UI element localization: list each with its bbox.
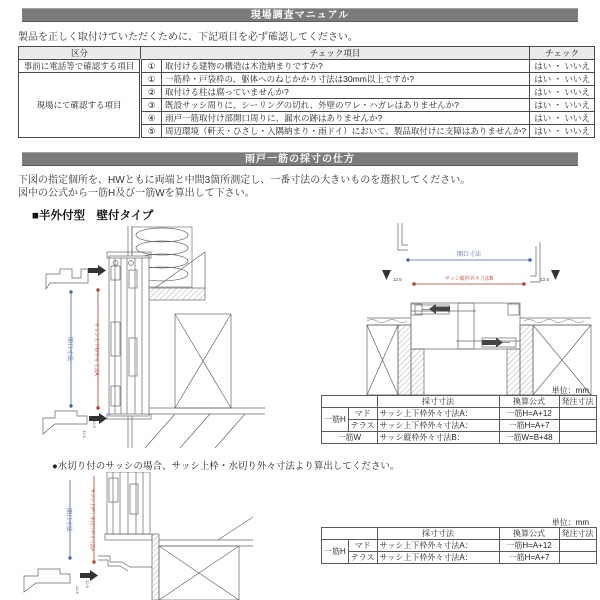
measure-order-cell [559, 432, 596, 444]
measure-header-measure: 採寸寸法 [377, 528, 499, 540]
dim-label-sash-b: サッシ縦枠外々寸法B [444, 276, 494, 282]
check-item: 既設サッシ周りに、シーリングの切れ、外壁のワレ・ハガレはありませんか? [162, 99, 530, 112]
check-answer: はい ・ いいえ [530, 99, 595, 112]
dim-label-offset: 12.5 [75, 586, 80, 594]
dim-label-sash-m: サッシ上枠・水切り外々寸法A [90, 488, 95, 552]
check-answer: はい ・ いいえ [530, 60, 595, 73]
measure-formula: 一筋H=A+12 [499, 540, 559, 552]
arrow-right-icon [89, 413, 107, 424]
checklist-header-item: チェック項目 [141, 47, 530, 60]
table-row [322, 528, 597, 540]
unit-label: 単位：mm [551, 518, 589, 527]
table-row [322, 396, 597, 408]
vertical-section-diagram [35, 226, 265, 448]
dim-label-opening: 開口寸法 [456, 252, 482, 258]
dim-label-opening: 開口寸法 [66, 336, 72, 362]
check-item: 雨戸一筋取付け部開口周りに、漏水の跡はありませんか? [162, 112, 530, 125]
dim-label-offset: 12.5 [393, 277, 402, 282]
measure-sub: マド [348, 540, 377, 552]
diagram-subtitle: ■半外付型 壁付タイプ [32, 210, 154, 222]
measure-group: 一筋W [322, 432, 378, 444]
drip-cap-note: ●水切り付のサッシの場合、サッシ上枠・水切り外々寸法より算出してください。 [52, 461, 400, 472]
table-row [322, 408, 597, 420]
measure-header-measure: 採寸寸法 [377, 396, 499, 408]
checklist-group1-label: 事前に電話等で確認する項目 [19, 60, 141, 73]
measure-order-cell [559, 552, 596, 564]
unit-label: 単位：mm [551, 386, 589, 395]
measure-formula: 一筋H=A+7 [499, 552, 559, 564]
measure-header-blank [322, 396, 378, 408]
measure-header-formula: 換算公式 [499, 396, 559, 408]
checklist-header-category: 区分 [19, 47, 141, 60]
row-number: ④ [141, 112, 162, 125]
table-row [322, 420, 597, 432]
section2-intro-line2: 図中の公式から一筋H及び一筋Wを算出して下さい。 [18, 188, 255, 199]
measure-order-cell [559, 408, 596, 420]
section1-intro: 製品を正しく取付けていただくために、下記項目を必ず確認してください。 [18, 32, 358, 43]
section2-title: 雨戸一筋の採寸の仕方 [245, 154, 355, 165]
check-answer: はい ・ いいえ [530, 125, 595, 138]
checklist-header-row [19, 47, 595, 60]
table-row [322, 540, 597, 552]
measure-value: サッシ縦枠外々寸法B： [377, 432, 499, 444]
check-item: 周辺環境（軒天・ひさし・入隅納まり・雨ドイ）において、製品取付けに支障はありませんか? [162, 125, 530, 138]
measure-order-cell [559, 420, 596, 432]
checklist-group2-label: 現場にて確認する項目 [19, 73, 141, 138]
dim-label-opening: 開口寸法 [65, 507, 71, 533]
measure-table-top [321, 395, 597, 444]
horizontal-section-diagram [358, 220, 600, 402]
arrow-right-icon [88, 265, 106, 276]
row-number: ② [141, 86, 162, 99]
measure-sub: マド [348, 408, 377, 420]
checklist-table [18, 46, 595, 138]
measure-formula: 一筋H=A+7 [499, 420, 559, 432]
section1-title-bar [22, 8, 578, 22]
table-row [322, 552, 597, 564]
row-number: ⑤ [141, 125, 162, 138]
measure-group: 一筋H [322, 540, 349, 564]
dim-label-offset: 12.5 [85, 580, 90, 588]
measure-header-order: 発注寸法 [559, 396, 596, 408]
measure-header-blank [322, 528, 378, 540]
table-row [322, 432, 597, 444]
measure-value: サッシ上下枠外々寸法A： [377, 420, 499, 432]
check-answer: はい ・ いいえ [530, 73, 595, 86]
dim-label-sash-a: サッシ上下枠外々寸法A [93, 322, 99, 376]
measure-table-bottom [321, 527, 597, 564]
measure-sub: テラス [348, 552, 377, 564]
measure-value: サッシ上下枠外々寸法A： [377, 540, 499, 552]
section2-intro-line1: 下図の指定個所を、HWともに両端と中間3箇所測定し、一番寸法の大きいものを選択してください。 [18, 175, 471, 186]
measure-value: サッシ上下枠外々寸法A： [377, 552, 499, 564]
measure-group: 一筋H [322, 408, 349, 432]
row-number: ① [141, 60, 162, 73]
measure-value: サッシ上下枠外々寸法A： [377, 408, 499, 420]
arrow-down-icon [382, 270, 391, 280]
check-item: 取付ける柱は腐っていませんか? [162, 86, 530, 99]
sill-section-diagram [18, 472, 253, 600]
check-item: 取付ける建物の構造は木造納まりですか? [162, 60, 530, 73]
dim-label-offset: 12.5 [82, 430, 87, 438]
measure-formula: 一筋W=B+48 [499, 432, 559, 444]
check-answer: はい ・ いいえ [530, 112, 595, 125]
check-item: 一筋枠・戸袋枠の、躯体へのねじかかり寸法は30mm以上ですか? [162, 73, 530, 86]
checklist-header-check: チェック [530, 47, 595, 60]
measure-header-order: 発注寸法 [559, 528, 596, 540]
measure-header-formula: 換算公式 [499, 528, 559, 540]
measure-sub: テラス [348, 420, 377, 432]
arrow-down-icon [551, 270, 560, 280]
section2-title-bar [22, 152, 578, 166]
row-number: ③ [141, 99, 162, 112]
table-row [19, 60, 595, 73]
table-row [19, 73, 595, 86]
measure-order-cell [559, 540, 596, 552]
check-answer: はい ・ いいえ [530, 86, 595, 99]
row-number: ① [141, 73, 162, 86]
dim-label-offset: 12.5 [92, 420, 97, 428]
measure-formula: 一筋H=A+12 [499, 408, 559, 420]
dim-label-offset: 12.5 [540, 277, 549, 282]
section1-title: 現場調査マニュアル [250, 10, 350, 21]
